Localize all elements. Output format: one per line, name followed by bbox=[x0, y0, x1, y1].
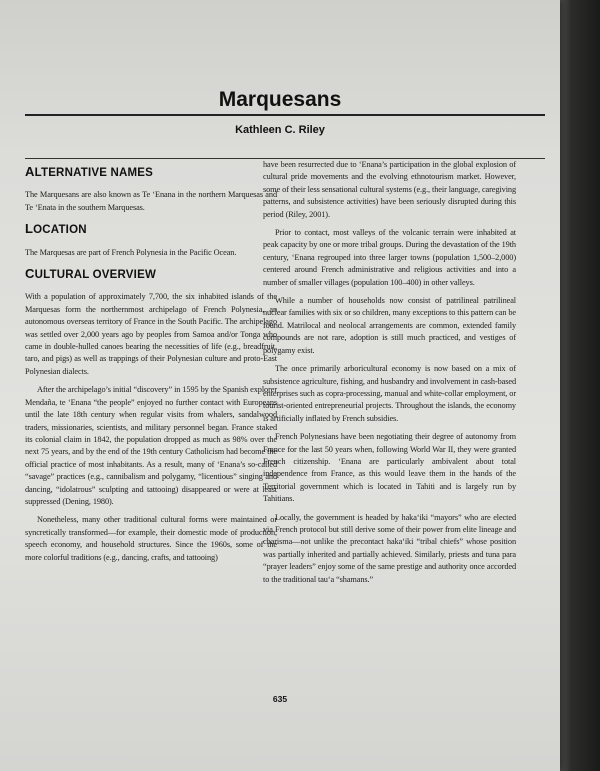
right-paragraph-6: Locally, the government is headed by haka‘iki “mayors” who are elected via French protocol but still derive some of their power from elite lineage and charisma—not unlike the precontact haka‘iki “tribal chiefs” whose position was partially inherited and partially achieved. Similarly, priests and tuna para “prayer leaders” enjoy some of the same prestige and authority once accorded to the traditional tau‘a “shamans.” bbox=[263, 512, 516, 584]
location-paragraph: The Marquesas are part of French Polynesia in the Pacific Ocean. bbox=[25, 247, 237, 257]
heading-cultural-overview: CULTURAL OVERVIEW bbox=[25, 266, 156, 282]
cultural-paragraph-3: Nonetheless, many other traditional cultural forms were maintained or syncretically transformed—for example, their domestic mode of production, speech economy, and household structures. Since the 1960s, some of the more colorful traditions (e.g., dancing, crafts, and tattooing) bbox=[25, 515, 277, 562]
cultural-paragraph-2: After the archipelago’s initial “discovery” in 1595 by the Spanish explorer Mendaña, te ‘Enana “the people” enjoyed no further contact with Europeans until the late 18th century when regular visits from whalers, sandalwood traders, missionaries, scientists, and military personnel began. France staked its colonial claim in 1842, the population dropped as much as 98% over the next 75 years, and by the end of the 19th century Catholicism had become the official practice of most inhabitants. As a result, many of ‘Enana’s so-called “savage” practices (e.g., cannibalism and polygamy, “licentious” singing and dancing, “idolatrous” sculpting and tattooing) disappeared or were at least suppressed (Dening, 1980). bbox=[25, 385, 277, 506]
author-name: Kathleen C. Riley bbox=[235, 124, 325, 136]
page-number: 635 bbox=[272, 694, 288, 704]
right-paragraph-1: have been resurrected due to ‘Enana’s participation in the global explosion of cultural pride movements and the evolving ethnotourism market. However, some of their less sensational cultural systems (e.g., their language, caregiving patterns, and subsistence activities) have been seriously disrupted during this period (Riley, 2001). bbox=[263, 160, 516, 219]
heading-location: LOCATION bbox=[25, 221, 87, 237]
right-column bbox=[263, 159, 516, 592]
cultural-paragraph-1: With a population of approximately 7,700, the six inhabited islands of the Marquesas form the northernmost archipelago of French Polynesia, an autonomous overseas territory of France in the South Pacific. The archipelago was settled over 2,000 years ago by peoples from Samoa and/or Tonga who came in double-hulled canoes bearing the necessities of life (e.g., breadfruit, taro, and pigs) as well as trappings of their Polynesian culture and proto-East Polynesian dialects. bbox=[25, 292, 277, 376]
right-paragraph-4: The once primarily arboricultural economy is now based on a mix of subsistence agriculture, fishing, and husbandry and involvement in cash-based enterprises such as copra-processing, manual and white-collar employment, or tourist-oriented entrepreneurial projects. Throughout the islands, the economy is artificially inflated by French subsidies. bbox=[263, 364, 516, 423]
left-column bbox=[25, 157, 277, 570]
right-paragraph-3: While a number of households now consist of patrilineal patrilineal nuclear families with six or so children, many exceptions to this pattern can be found. Matrilocal and neolocal arrangements are common, extended family compounds are not rare, adoption is still much practiced, and vestiges of polygamy exist. bbox=[263, 296, 516, 355]
right-paragraph-2: Prior to contact, most valleys of the volcanic terrain were inhabited at peak capacity by one or more tribal groups. During the devastation of the 19th century, ‘Enana regrouped into three larger towns (population 1,500–2,000) centered around French administrative and religious activities and into a number of smaller villages (population 100–400) in other valleys. bbox=[263, 228, 516, 287]
title-rule bbox=[25, 114, 545, 116]
heading-alternative-names: ALTERNATIVE NAMES bbox=[25, 164, 154, 179]
right-paragraph-5: French Polynesians have been negotiating their degree of autonomy from France for the last 50 years when, following World War II, they were granted French citizenship. ‘Enana are particularly ambivalent about total independence from France, as this would leave them in the hands of the Territorial government which is located in Tahiti and is largely run by Tahitians. bbox=[263, 432, 516, 504]
page-title: Marquesans bbox=[218, 88, 342, 111]
alt-names-paragraph: The Marquesans are also known as Te ‘Enana in the northern Marquesas and Te ‘Enata in the southern Marquesas. bbox=[25, 190, 277, 212]
